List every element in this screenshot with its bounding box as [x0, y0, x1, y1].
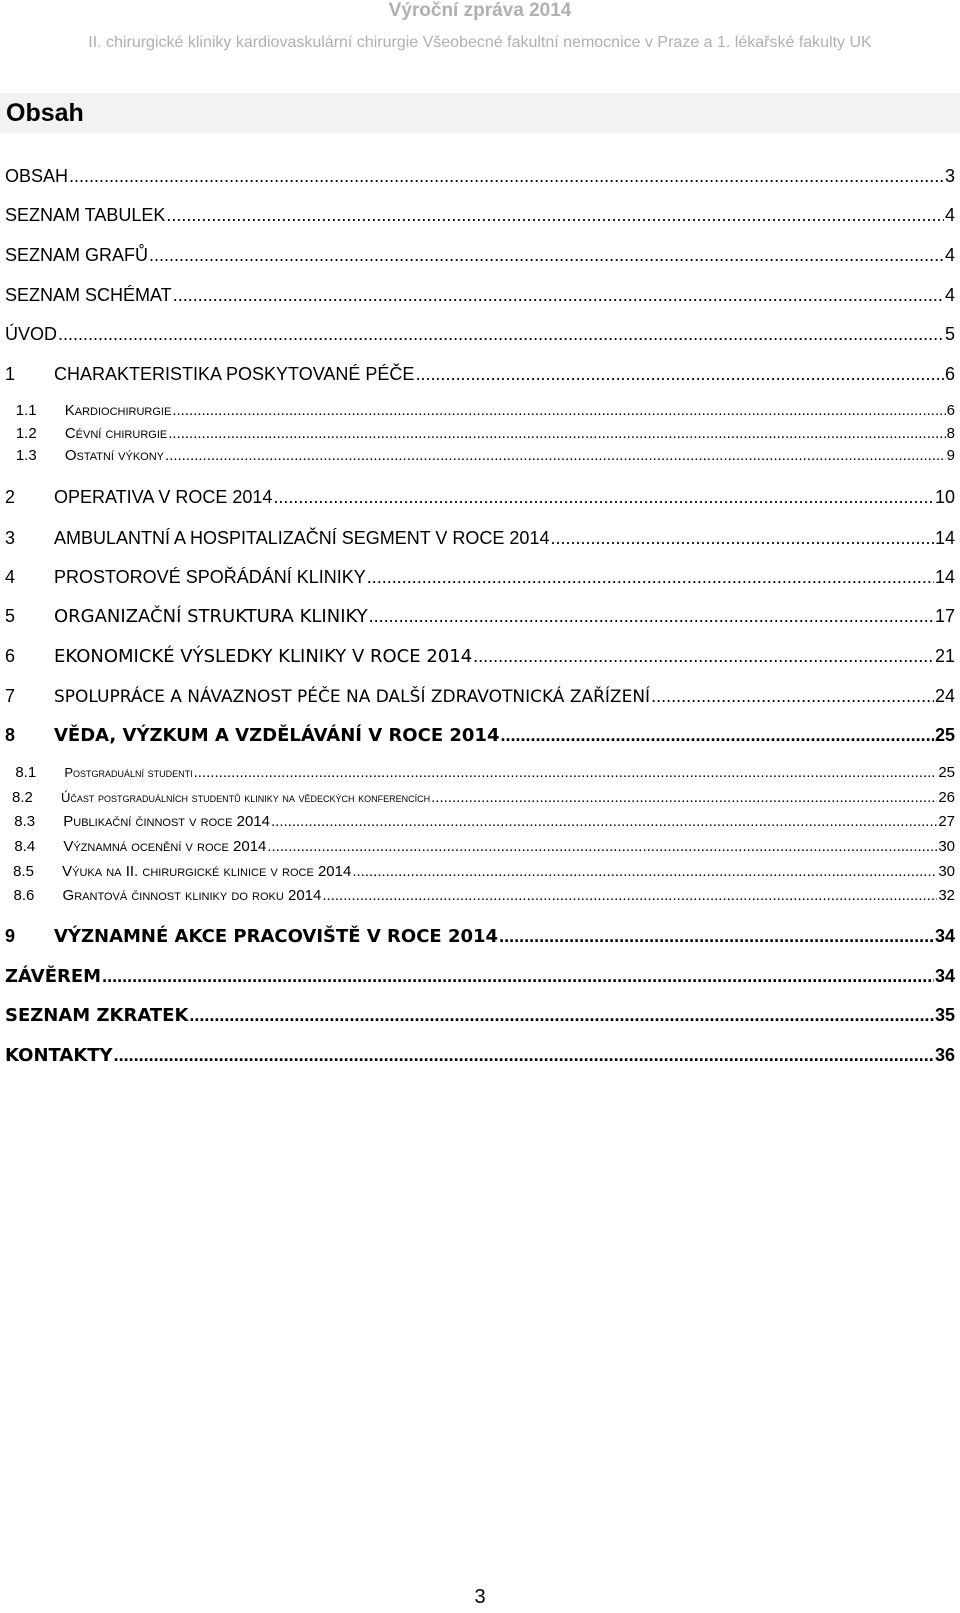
toc-entry-label: Významná ocenění v roce 2014	[63, 838, 267, 855]
toc-dot-leader	[367, 566, 934, 588]
toc-dot-leader	[431, 789, 937, 807]
toc-entry-page: 27	[938, 813, 955, 830]
toc-entry-number: 8.1	[15, 764, 37, 781]
toc-entry-number: 1.3	[15, 447, 37, 464]
toc-entry-page: 25	[934, 725, 955, 745]
toc-entry-label: KONTAKTY	[5, 1045, 113, 1066]
toc-entry-page: 30	[938, 838, 955, 855]
toc-entry-label: Postgraduální studenti	[64, 765, 193, 780]
toc-subentry[interactable]	[5, 425, 955, 443]
toc-entry-label: SEZNAM ZKRATEK	[5, 1005, 189, 1026]
toc-entry-page: 25	[938, 764, 955, 781]
toc-entry[interactable]	[5, 645, 955, 668]
toc-entry-page: 8	[946, 425, 955, 442]
toc-entry-number: 9	[5, 926, 16, 946]
toc-subentry[interactable]	[5, 764, 955, 782]
toc-entry[interactable]	[5, 685, 955, 708]
toc-entry-label: SEZNAM GRAFŮ	[5, 245, 149, 265]
toc-entry-number: 8.3	[14, 813, 36, 830]
toc-dot-leader	[58, 323, 944, 345]
toc-entry-page: 26	[938, 789, 955, 806]
toc-entry-page: 4	[944, 285, 955, 305]
toc-dot-leader	[166, 204, 944, 226]
toc-dot-leader	[173, 284, 944, 306]
toc-subentry[interactable]	[5, 447, 955, 465]
toc-entry[interactable]	[5, 1044, 955, 1067]
toc-entry-number: 8.6	[13, 887, 35, 904]
toc-entry-page: 6	[946, 402, 955, 419]
toc-dot-leader	[102, 965, 934, 987]
toc-entry-number: 1.1	[15, 402, 37, 419]
toc-entry-label: ÚVOD	[5, 324, 58, 344]
report-subtitle: II. chirurgické kliniky kardiovaskulární chirurgie Všeobecné fakultní nemocnice v Praze a 1. lékařské fakulty UK	[88, 34, 872, 51]
toc-entry-label: CHARAKTERISTIKA POSKYTOVANÉ PÉČE	[54, 364, 415, 384]
report-title: Výroční zpráva 2014	[388, 0, 572, 21]
toc-entry-page: 9	[946, 447, 955, 464]
toc-entry-number: 6	[5, 646, 16, 666]
section-title: Obsah	[6, 99, 84, 127]
toc-entry[interactable]	[5, 204, 955, 226]
toc-dot-leader	[499, 925, 934, 947]
toc-entry-label: SPOLUPRÁCE A NÁVAZNOST PÉČE NA DALŠÍ ZDRAVOTNICKÁ ZAŘÍZENÍ	[54, 687, 651, 707]
toc-entry-page: 14	[934, 528, 955, 548]
toc-entry-number: 8	[5, 725, 16, 745]
section-title-bar	[0, 93, 960, 133]
toc-dot-leader	[168, 425, 945, 443]
toc-entry[interactable]	[5, 486, 955, 508]
toc-entry-label: ORGANIZAČNÍ STRUKTURA KLINIKY	[54, 606, 368, 627]
toc-entry-page: 17	[934, 606, 955, 626]
toc-entry-label: Účast postgraduálních studentů kliniky na vědeckých konferencích	[61, 790, 431, 805]
toc-entry[interactable]	[5, 284, 955, 306]
toc-entry[interactable]	[5, 363, 955, 385]
toc-dot-leader	[267, 838, 937, 856]
toc-entry-label: ZÁVĚREM	[5, 966, 102, 987]
toc-entry-number: 8.5	[13, 863, 34, 880]
toc-dot-leader	[415, 363, 944, 385]
toc-entry-label: OBSAH	[5, 166, 69, 186]
toc-entry-number: 1.2	[15, 425, 37, 442]
toc-entry-label: Publikační činnost v roce 2014	[63, 813, 270, 830]
toc-entry[interactable]	[5, 244, 955, 266]
toc-entry-label: Cévní chirurgie	[64, 425, 168, 442]
toc-subentry[interactable]	[5, 789, 955, 807]
toc-entry[interactable]	[5, 965, 955, 988]
toc-entry-label: VĚDA, VÝZKUM A VZDĚLÁVÁNÍ V ROCE 2014	[54, 725, 500, 746]
toc-entry-label: Výuka na II. chirurgické klinice v roce 2014	[62, 863, 352, 880]
toc-entry-page: 24	[934, 686, 955, 706]
toc-entry-number: 1	[5, 364, 16, 384]
toc-dot-leader	[165, 447, 946, 465]
toc-entry-label: Ostatní výkony	[64, 447, 165, 464]
toc-dot-leader	[271, 813, 937, 831]
toc-entry-label: VÝZNAMNÉ AKCE PRACOVIŠTĚ V ROCE 2014	[54, 926, 499, 947]
toc-entry[interactable]	[5, 724, 955, 747]
toc-entry-page: 36	[934, 1045, 955, 1065]
toc-entry[interactable]	[5, 1004, 955, 1027]
toc-dot-leader	[550, 527, 934, 549]
toc-dot-leader	[273, 486, 934, 508]
toc-entry-page: 34	[934, 966, 955, 986]
toc-entry[interactable]	[5, 323, 955, 345]
toc-entry-label: EKONOMICKÉ VÝSLEDKY KLINIKY V ROCE 2014	[54, 646, 473, 667]
toc-entry-number: 8.2	[12, 789, 33, 806]
toc-entry-page: 32	[938, 887, 955, 904]
toc-dot-leader	[369, 605, 934, 627]
toc-entry-label: Kardiochirurgie	[64, 402, 172, 419]
toc-subentry[interactable]	[5, 887, 955, 905]
toc-entry-page: 6	[944, 364, 955, 384]
toc-entry-page: 35	[934, 1005, 955, 1025]
toc-entry-page: 21	[934, 646, 955, 666]
toc-entry-label: SEZNAM TABULEK	[5, 205, 166, 225]
toc-dot-leader	[194, 764, 938, 782]
toc-dot-leader	[473, 645, 934, 667]
toc-subentry[interactable]	[5, 813, 955, 831]
toc-entry-number: 3	[5, 528, 16, 548]
toc-entry[interactable]	[5, 165, 955, 187]
toc-dot-leader	[69, 165, 944, 187]
toc-entry-label: Grantová činnost kliniky do roku 2014	[62, 887, 322, 904]
toc-dot-leader	[500, 724, 933, 746]
toc-subentry[interactable]	[5, 402, 955, 420]
toc-dot-leader	[172, 402, 945, 420]
toc-entry-page: 4	[944, 245, 955, 265]
toc-entry-label: OPERATIVA V ROCE 2014	[54, 487, 273, 507]
toc-entry-number: 5	[5, 606, 16, 626]
page-number: 3	[474, 1586, 486, 1608]
toc-entry-label: SEZNAM SCHÉMAT	[5, 285, 172, 305]
toc-dot-leader	[149, 244, 944, 266]
toc-entry[interactable]	[5, 605, 955, 628]
toc-dot-leader	[322, 887, 937, 905]
toc-entry-label: AMBULANTNÍ A HOSPITALIZAČNÍ SEGMENT V ROCE 2014	[54, 528, 550, 548]
toc-entry-page: 5	[944, 324, 955, 344]
toc-entry-number: 7	[5, 686, 16, 706]
toc-entry-page: 34	[934, 926, 955, 946]
toc-entry[interactable]	[5, 527, 955, 549]
toc-subentry[interactable]	[5, 838, 955, 856]
toc-entry-page: 14	[934, 567, 955, 587]
toc-entry-page: 10	[934, 487, 955, 507]
toc-dot-leader	[114, 1044, 934, 1066]
toc-entry-label: PROSTOROVÉ SPOŘÁDÁNÍ KLINIKY	[54, 567, 366, 587]
toc-entry-page: 3	[944, 166, 955, 186]
toc-subentry[interactable]	[5, 863, 955, 881]
toc-entry-page: 30	[938, 863, 955, 880]
toc-dot-leader	[189, 1004, 934, 1026]
toc-entry-page: 4	[944, 205, 955, 225]
toc-entry[interactable]	[5, 566, 955, 588]
toc-dot-leader	[651, 685, 934, 707]
toc-entry-number: 4	[5, 567, 16, 587]
toc-entry-number: 2	[5, 487, 16, 507]
toc-entry-number: 8.4	[14, 838, 36, 855]
toc-dot-leader	[352, 863, 937, 881]
toc-entry[interactable]	[5, 925, 955, 948]
